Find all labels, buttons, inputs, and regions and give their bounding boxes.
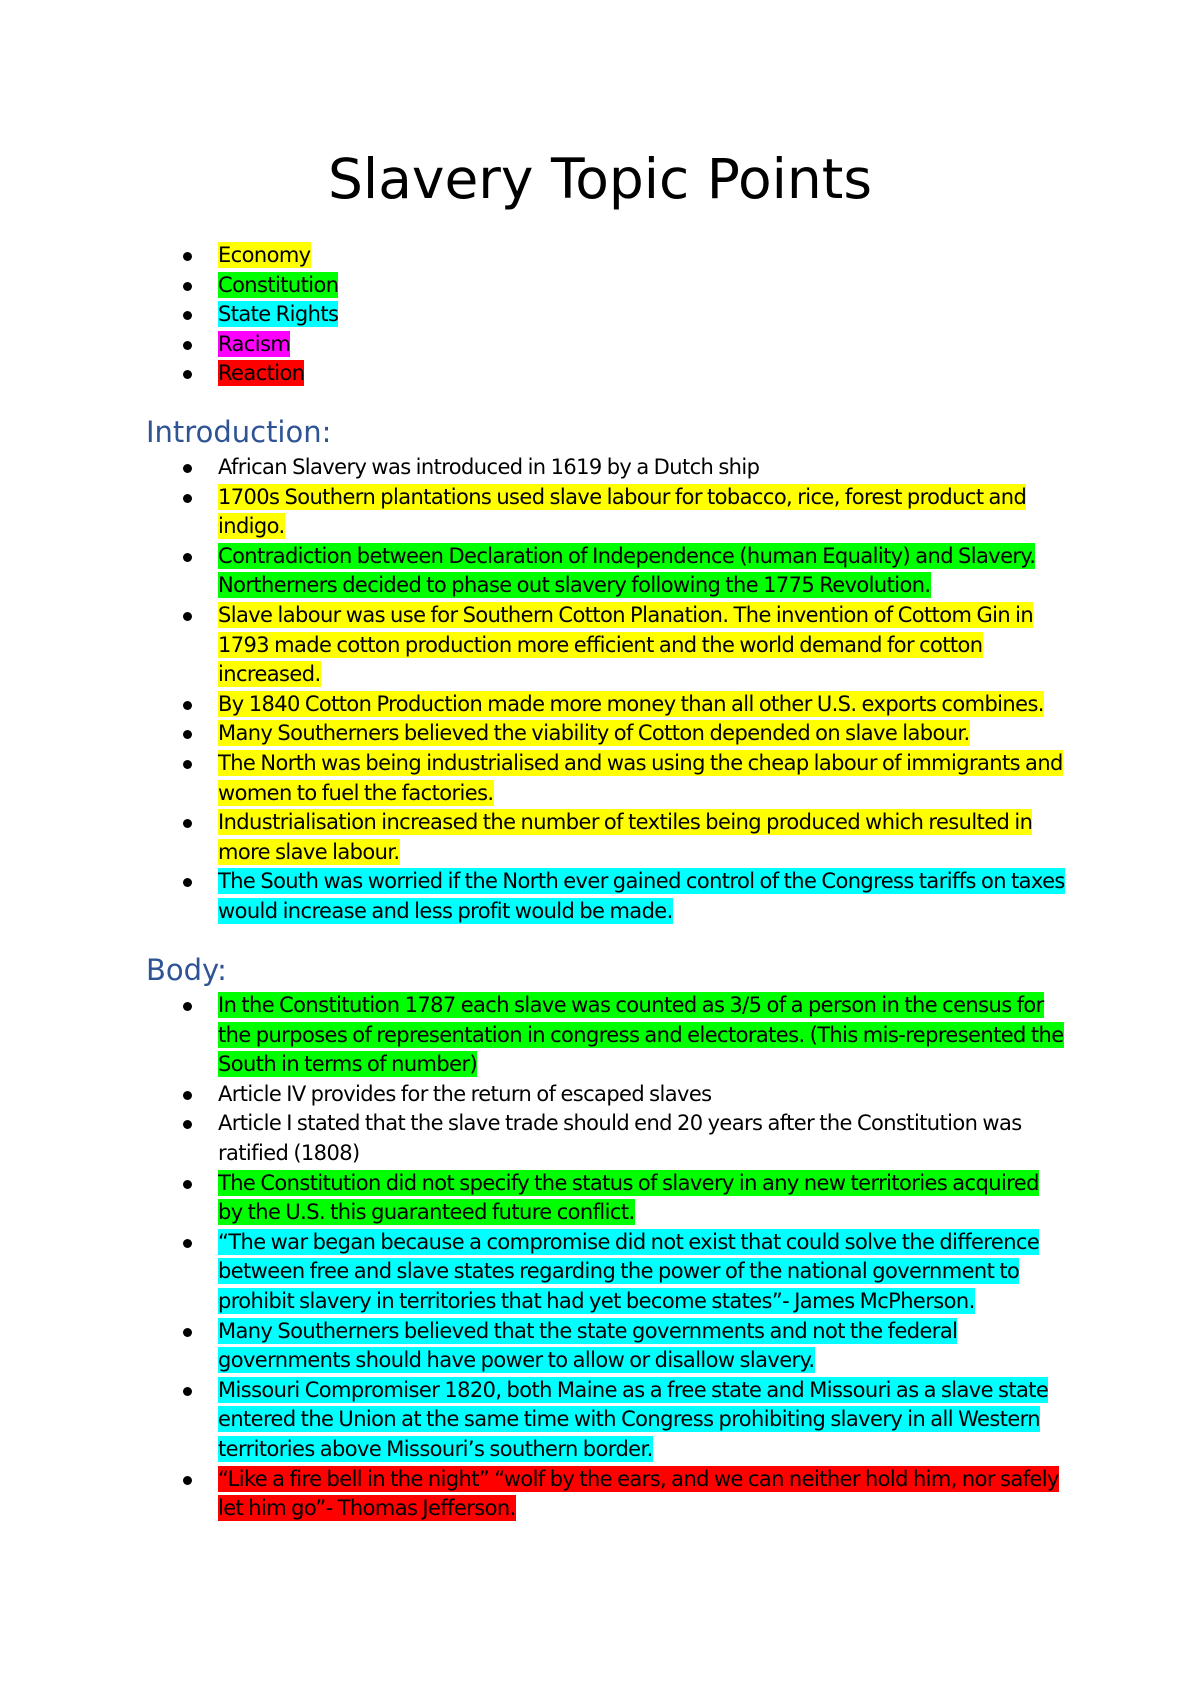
introduction-item-text: By 1840 Cotton Production made more money than all other U.S. exports combines.	[218, 691, 1044, 716]
topic-item	[0, 241, 1100, 271]
bullet-icon	[183, 701, 192, 710]
bullet-icon	[183, 1091, 192, 1100]
body-item-text: Article IV provides for the return of escaped slaves	[218, 1081, 712, 1106]
page-title: Slavery Topic Points	[328, 147, 872, 211]
topic-item	[0, 300, 1100, 330]
body-item	[0, 1317, 1100, 1376]
introduction-item	[0, 542, 1100, 601]
bullet-icon	[183, 1328, 192, 1337]
introduction-item	[0, 808, 1100, 867]
bullet-icon	[183, 1476, 192, 1485]
bullet-icon	[183, 341, 192, 350]
introduction-heading: Introduction:	[146, 415, 332, 449]
topic-item-text: State Rights	[218, 302, 339, 327]
body-item-text: The Constitution did not specify the status of slavery in any new territories acquired by the U.S. this guaranteed future conflict.	[218, 1170, 1039, 1225]
topic-item	[0, 359, 1100, 389]
introduction-item-text: 1700s Southern plantations used slave labour for tobacco, rice, forest product and indigo.	[218, 484, 1027, 539]
topic-item	[0, 330, 1100, 360]
body-item	[0, 1080, 1100, 1110]
bullet-icon	[183, 612, 192, 621]
bullet-icon	[183, 760, 192, 769]
body-item-text: “Like a fire bell in the night” “wolf by the ears, and we can neither hold him, nor safely let him go”- Thomas Jefferson.	[218, 1466, 1059, 1521]
body-item-text: In the Constitution 1787 each slave was counted as 3/5 of a person in the census for the purposes of representation in congress and electorates. (This mis-represented the South in terms of number)	[218, 993, 1064, 1077]
body-item-text: “The war began because a compromise did not exist that could solve the difference between free and slave states regarding the power of the national government to prohibit slavery in territories that had yet become states”- James McPherson.	[218, 1229, 1040, 1313]
introduction-item	[0, 749, 1100, 808]
introduction-item	[0, 719, 1100, 749]
bullet-icon	[183, 282, 192, 291]
introduction-list	[0, 453, 1100, 927]
introduction-item	[0, 690, 1100, 720]
introduction-item-text: Contradiction between Declaration of Independence (human Equality) and Slavery. Northerners decided to phase out slavery following the 1775 Revolution.	[218, 543, 1036, 598]
bullet-icon	[183, 1387, 192, 1396]
body-item-text: Many Southerners believed that the state governments and not the federal governments should have power to allow or disallow slavery.	[218, 1318, 958, 1373]
body-list	[0, 991, 1100, 1524]
body-heading: Body:	[146, 953, 227, 987]
bullet-icon	[183, 311, 192, 320]
body-item	[0, 1109, 1100, 1168]
topic-item-text: Reaction	[218, 361, 305, 386]
body-item	[0, 1465, 1100, 1524]
introduction-item	[0, 601, 1100, 690]
bullet-icon	[183, 730, 192, 739]
bullet-icon	[183, 819, 192, 828]
introduction-item	[0, 483, 1100, 542]
body-item	[0, 991, 1100, 1080]
bullet-icon	[183, 464, 192, 473]
body-item-text: Article I stated that the slave trade should end 20 years after the Constitution was ratified (1808)	[218, 1111, 1022, 1165]
bullet-icon	[183, 370, 192, 379]
bullet-icon	[183, 1002, 192, 1011]
body-item	[0, 1376, 1100, 1465]
topic-item-text: Economy	[218, 243, 311, 267]
body-item-text: Missouri Compromiser 1820, both Maine as a free state and Missouri as a slave state entered the Union at the same time with Congress prohibiting slavery in all Western territories above Missouri’s southern border.	[218, 1377, 1049, 1461]
topic-item-text: Racism	[218, 331, 291, 356]
introduction-item-text: African Slavery was introduced in 1619 by a Dutch ship	[218, 455, 760, 479]
bullet-icon	[183, 878, 192, 887]
bullet-icon	[183, 1239, 192, 1248]
introduction-item-text: Many Southerners believed the viability of Cotton depended on slave labour.	[218, 721, 970, 746]
introduction-item	[0, 867, 1100, 926]
introduction-item-text: The South was worried if the North ever gained control of the Congress tariffs on taxes would increase and less profit would be made.	[218, 869, 1065, 923]
bullet-icon	[183, 252, 192, 261]
body-item	[0, 1169, 1100, 1228]
introduction-item-text: Industrialisation increased the number of textiles being produced which resulted in more slave labour.	[218, 810, 1033, 864]
introduction-item-text: Slave labour was use for Southern Cotton Planation. The invention of Cottom Gin in 1793 made cotton production more efficient and the world demand for cotton increased.	[218, 602, 1034, 687]
introduction-item-text: The North was being industrialised and was using the cheap labour of immigrants and women to fuel the factories.	[218, 750, 1063, 805]
bullet-icon	[183, 553, 192, 562]
bullet-icon	[183, 494, 192, 503]
topic-item-text: Constitution	[218, 272, 339, 297]
bullet-icon	[183, 1120, 192, 1129]
body-item	[0, 1228, 1100, 1317]
bullet-icon	[183, 1180, 192, 1189]
introduction-item	[0, 453, 1100, 483]
topic-list	[0, 241, 1100, 389]
topic-item	[0, 271, 1100, 301]
